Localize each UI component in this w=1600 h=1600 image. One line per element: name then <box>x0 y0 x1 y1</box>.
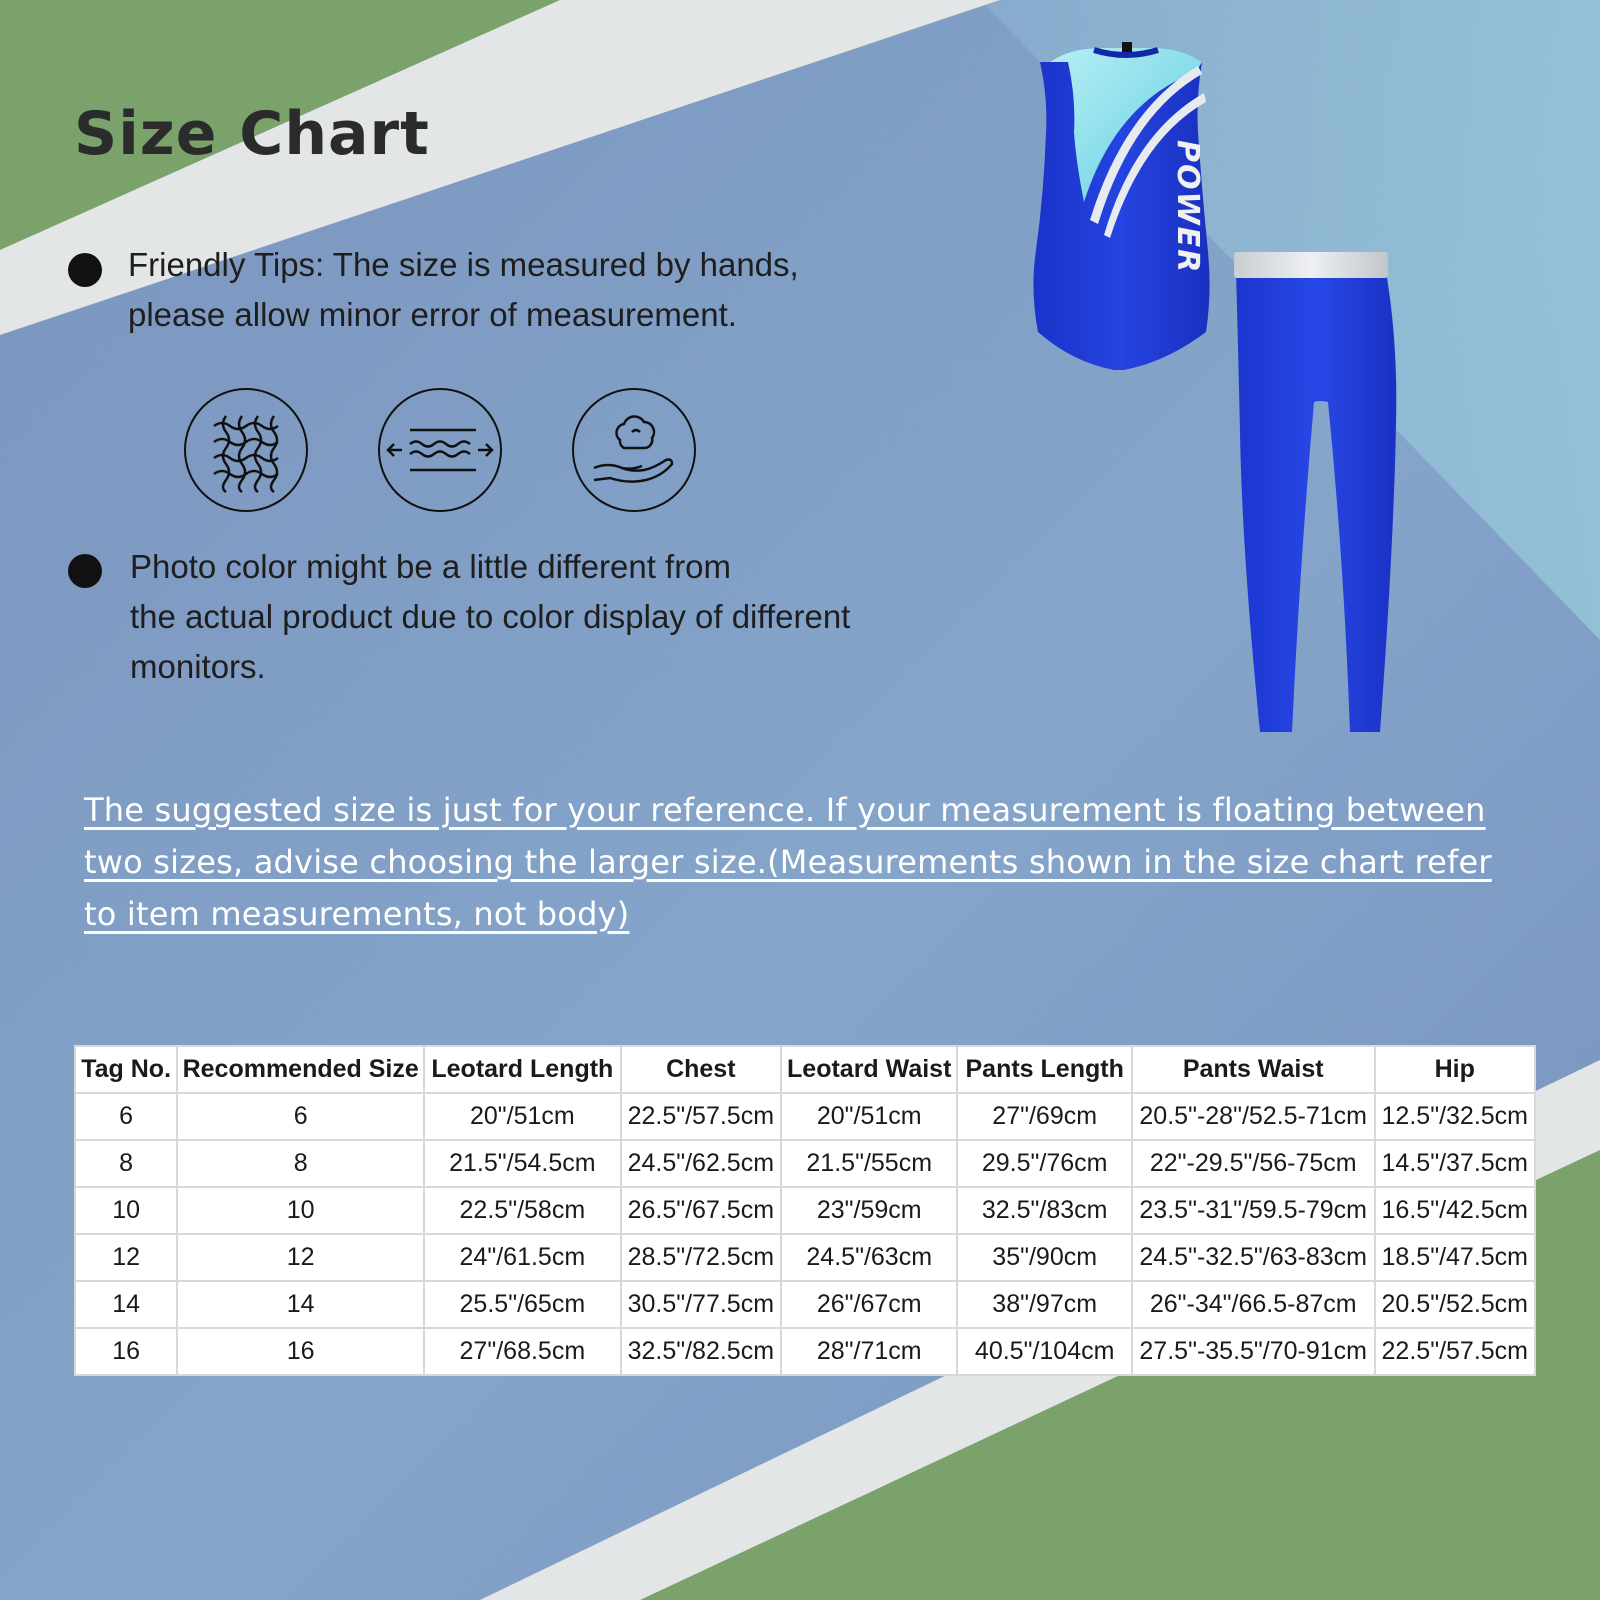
table-cell: 10 <box>75 1187 177 1234</box>
table-cell: 20.5"/52.5cm <box>1375 1281 1535 1328</box>
table-cell: 16 <box>177 1328 424 1375</box>
column-header: Hip <box>1375 1046 1535 1093</box>
table-cell: 25.5"/65cm <box>424 1281 621 1328</box>
column-header: Recommended Size <box>177 1046 424 1093</box>
table-cell: 8 <box>75 1140 177 1187</box>
breathable-mesh-icon <box>184 388 308 512</box>
table-cell: 21.5"/55cm <box>781 1140 957 1187</box>
bullet-dot <box>68 554 102 588</box>
table-cell: 12 <box>177 1234 424 1281</box>
table-cell: 20.5"-28"/52.5-71cm <box>1132 1093 1375 1140</box>
table-cell: 29.5"/76cm <box>957 1140 1131 1187</box>
table-cell: 28"/71cm <box>781 1328 957 1375</box>
table-cell: 22.5"/58cm <box>424 1187 621 1234</box>
table-cell: 26"/67cm <box>781 1281 957 1328</box>
table-cell: 20"/51cm <box>781 1093 957 1140</box>
column-header: Tag No. <box>75 1046 177 1093</box>
table-cell: 6 <box>75 1093 177 1140</box>
table-cell: 26"-34"/66.5-87cm <box>1132 1281 1375 1328</box>
soft-cotton-hand-icon <box>572 388 696 512</box>
table-cell: 32.5"/82.5cm <box>621 1328 781 1375</box>
table-cell: 22.5"/57.5cm <box>1375 1328 1535 1375</box>
table-cell: 23"/59cm <box>781 1187 957 1234</box>
table-cell: 24.5"/62.5cm <box>621 1140 781 1187</box>
table-cell: 6 <box>177 1093 424 1140</box>
table-cell: 14 <box>75 1281 177 1328</box>
table-row <box>75 1328 1535 1375</box>
leotard-image <box>1030 40 1230 410</box>
table-cell: 20"/51cm <box>424 1093 621 1140</box>
bullet-dot <box>68 253 102 287</box>
table-cell: 30.5"/77.5cm <box>621 1281 781 1328</box>
friendly-tips-text: Friendly Tips: The size is measured by hands, please allow minor error of measurement. <box>128 246 799 333</box>
table-row <box>75 1187 1535 1234</box>
stretch-fabric-icon <box>378 388 502 512</box>
column-header: Chest <box>621 1046 781 1093</box>
table-row <box>75 1281 1535 1328</box>
leggings-image <box>1222 250 1402 738</box>
table-cell: 14.5"/37.5cm <box>1375 1140 1535 1187</box>
table-cell: 22.5"/57.5cm <box>621 1093 781 1140</box>
table-cell: 27.5"-35.5"/70-91cm <box>1132 1328 1375 1375</box>
table-row <box>75 1093 1535 1140</box>
column-header: Pants Length <box>957 1046 1131 1093</box>
table-cell: 38"/97cm <box>957 1281 1131 1328</box>
table-cell: 23.5"-31"/59.5-79cm <box>1132 1187 1375 1234</box>
column-header: Leotard Waist <box>781 1046 957 1093</box>
column-header: Pants Waist <box>1132 1046 1375 1093</box>
table-cell: 26.5"/67.5cm <box>621 1187 781 1234</box>
table-cell: 35"/90cm <box>957 1234 1131 1281</box>
table-cell: 21.5"/54.5cm <box>424 1140 621 1187</box>
table-row <box>75 1234 1535 1281</box>
photo-color-tip-text: Photo color might be a little different from the actual product due to color display of different monitors. <box>130 548 851 685</box>
table-cell: 14 <box>177 1281 424 1328</box>
leotard-print-text: POWER <box>1170 140 1205 275</box>
table-cell: 24"/61.5cm <box>424 1234 621 1281</box>
page-title: Size Chart <box>74 99 430 169</box>
table-row <box>75 1140 1535 1187</box>
table-cell: 27"/69cm <box>957 1093 1131 1140</box>
table-cell: 24.5"/63cm <box>781 1234 957 1281</box>
table-cell: 24.5"-32.5"/63-83cm <box>1132 1234 1375 1281</box>
table-cell: 40.5"/104cm <box>957 1328 1131 1375</box>
table-cell: 32.5"/83cm <box>957 1187 1131 1234</box>
size-table <box>74 1045 1536 1376</box>
table-cell: 28.5"/72.5cm <box>621 1234 781 1281</box>
column-header: Leotard Length <box>424 1046 621 1093</box>
table-cell: 16.5"/42.5cm <box>1375 1187 1535 1234</box>
table-cell: 10 <box>177 1187 424 1234</box>
table-cell: 27"/68.5cm <box>424 1328 621 1375</box>
table-cell: 16 <box>75 1328 177 1375</box>
table-header-row <box>75 1046 1535 1093</box>
table-cell: 12 <box>75 1234 177 1281</box>
size-suggestion-note: The suggested size is just for your reference. If your measurement is floating between two sizes, advise choosing the larger size.(Measurements shown in the size chart refer to item measurements, not body) <box>84 791 1492 933</box>
table-cell: 22"-29.5"/56-75cm <box>1132 1140 1375 1187</box>
table-cell: 12.5"/32.5cm <box>1375 1093 1535 1140</box>
table-cell: 8 <box>177 1140 424 1187</box>
table-cell: 18.5"/47.5cm <box>1375 1234 1535 1281</box>
